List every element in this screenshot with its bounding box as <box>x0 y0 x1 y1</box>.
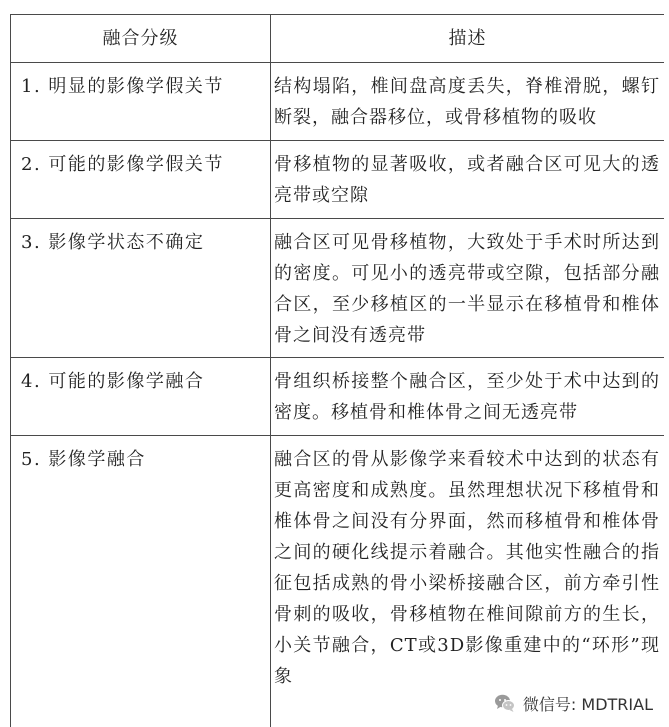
table-row <box>11 63 665 141</box>
description-cell: 结构塌陷，椎间盘高度丢失，脊椎滑脱，螺钉断裂，融合器移位，或骨移植物的吸收 <box>271 63 665 141</box>
grade-cell: 5. 影像学融合 <box>11 436 271 727</box>
description-cell: 融合区可见骨移植物，大致处于手术时所达到的密度。可见小的透亮带或空隙，包括部分融合区，至少移植区的一半显示在移植骨和椎体骨之间没有透亮带 <box>271 219 665 358</box>
grade-cell: 1. 明显的影像学假关节 <box>11 63 271 141</box>
table-header-row <box>11 15 665 63</box>
description-cell: 骨组织桥接整个融合区，至少处于术中达到的密度。移植骨和椎体骨之间无透亮带 <box>271 358 665 436</box>
header-grade: 融合分级 <box>11 15 271 63</box>
wechat-watermark <box>487 689 661 717</box>
wechat-icon <box>493 691 517 715</box>
grade-cell: 4. 可能的影像学融合 <box>11 358 271 436</box>
grade-cell: 3. 影像学状态不确定 <box>11 219 271 358</box>
table-row <box>11 219 665 358</box>
description-cell: 骨移植物的显著吸收，或者融合区可见大的透亮带或空隙 <box>271 141 665 219</box>
watermark-text: 微信号: MDTRIAL <box>522 694 653 714</box>
header-description: 描述 <box>271 15 665 63</box>
table-row <box>11 141 665 219</box>
table-row <box>11 436 665 727</box>
fusion-grade-table-container <box>10 14 664 727</box>
table-row <box>11 358 665 436</box>
grade-cell: 2. 可能的影像学假关节 <box>11 141 271 219</box>
fusion-grade-table <box>10 14 664 727</box>
description-cell: 融合区的骨从影像学来看较术中达到的状态有更高密度和成熟度。虽然理想状况下移植骨和椎体骨之间没有分界面，然而移植骨和椎体骨之间的硬化线提示着融合。其他实性融合的指征包括成熟的骨小梁桥接融合区，前方牵引性骨刺的吸收，骨移植物在椎间隙前方的生长，小关节融合，CT或3D影像重建中的“环形”现象 <box>271 436 665 727</box>
